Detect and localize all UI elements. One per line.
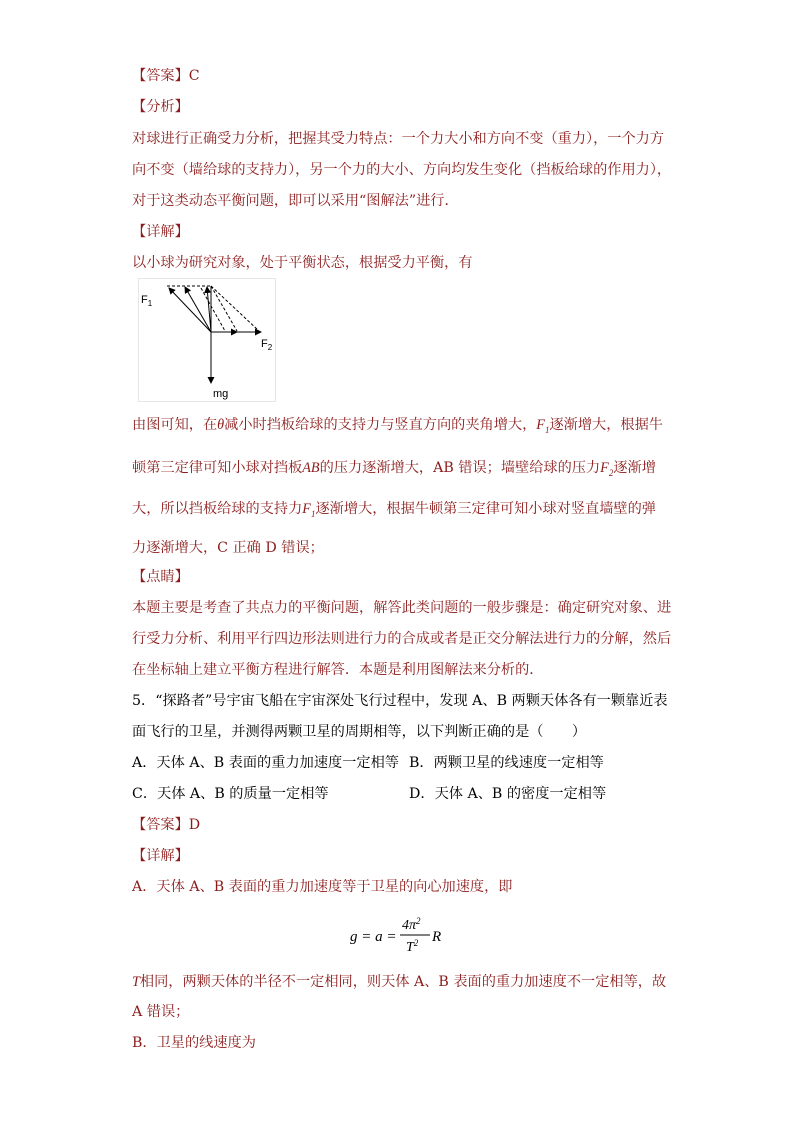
detail2-a-wrong: A 错误； xyxy=(132,1004,190,1020)
formula-lhs: g = a = xyxy=(350,929,397,945)
formula-numerator: $4\pi^2$ xyxy=(402,916,421,933)
q5-stem-line-2: 面飞行的卫星，并测得两颗卫星的周期相等，以下判断正确的是（ ） xyxy=(132,724,587,740)
analysis-line-2: 向不变（墙给球的支持力），另一个力的大小、方向均发生变化（挡板给球的作用力）， xyxy=(132,162,672,178)
answer-tag: 【答案】 xyxy=(132,68,189,84)
comment-line-2: 行受力分析、利用平行四边形法则进行力的合成或者是正交分解法进行力的分解，然后 xyxy=(132,631,672,647)
formula-svg xyxy=(350,915,460,959)
formula-g xyxy=(350,915,460,964)
answer-value-2: D xyxy=(188,817,201,833)
comment-tag: 【点睛】 xyxy=(132,569,189,585)
q5-option-b: B．两颗卫星的线速度一定相等 xyxy=(409,755,604,771)
detail-line-1: 由图可知，在θ减小时挡板给球的支持力与竖直方向的夹角增大，$F_1$逐渐增大，根据牛 xyxy=(132,417,663,435)
analysis-tag: 【分析】 xyxy=(132,99,189,115)
dashed-diagonal-1 xyxy=(211,286,237,331)
q5-option-d: D．天体 A、B 的密度一定相等 xyxy=(409,786,607,802)
detail2-t-line: T相同，两颗天体的半径不一定相同，则天体 A、B 表面的重力加速度不一定相等，故 xyxy=(132,974,667,990)
answer-tag-2: 【答案】 xyxy=(132,817,189,833)
analysis-line-1: 对球进行正确受力分析，把握其受力特点：一个力大小和方向不变（重力），一个力方 xyxy=(132,131,665,147)
detail-line-2: 顿第三定律可知小球对挡板AB的压力逐渐增大，AB 错误；墙壁给球的压力$F_2$逐渐增 xyxy=(132,460,656,478)
detail2-tag: 【详解】 xyxy=(132,848,189,864)
formula-denominator: $T^2$ xyxy=(406,938,419,955)
detail-line-4: 力逐渐增大，C 正确 D 错误； xyxy=(132,540,324,556)
dashed-diagonal-2 xyxy=(211,286,259,331)
answer-line-2 xyxy=(132,815,200,835)
f1-label: $F_1$ xyxy=(141,294,153,308)
q5-stem-line-1: 5．“探路者”号宇宙飞船在宇宙深处飞行过程中，发现 A、B 两颗天体各有一颗靠近表 xyxy=(132,693,668,709)
q5-option-a: A．天体 A、B 表面的重力加速度一定相等 xyxy=(132,755,399,771)
answer-line-1 xyxy=(132,66,200,86)
analysis-line-3: 对于这类动态平衡问题，即可以采用“图解法”进行． xyxy=(132,193,459,209)
q5-option-c: C．天体 A、B 的质量一定相等 xyxy=(132,786,329,802)
detail2-a-line: A．天体 A、B 表面的重力加速度等于卫星的向心加速度，即 xyxy=(132,879,513,895)
mg-label: mg xyxy=(213,388,229,400)
comment-line-1: 本题主要是考查了共点力的平衡问题，解答此类问题的一般步骤是：确定研究对象、进 xyxy=(132,600,672,616)
detail-tag: 【详解】 xyxy=(132,224,189,240)
force-diagram xyxy=(138,278,276,402)
dashed-diagonal-3 xyxy=(201,288,225,331)
detail2-b-line: B．卫星的线速度为 xyxy=(132,1035,256,1051)
formula-r: R xyxy=(432,929,442,945)
force-diagram-svg xyxy=(139,279,275,401)
detail-intro: 以小球为研究对象，处于平衡状态，根据受力平衡，有 xyxy=(132,255,473,271)
answer-value: C xyxy=(188,68,200,84)
detail-line-3: 大，所以挡板给球的支持力$F_1$逐渐增大，根据牛顿第三定律可知小球对竖直墙壁的弹 xyxy=(132,501,656,519)
comment-line-3: 在坐标轴上建立平衡方程进行解答．本题是利用图解法来分析的． xyxy=(132,662,544,678)
f2-label: $F_2$ xyxy=(261,338,273,352)
